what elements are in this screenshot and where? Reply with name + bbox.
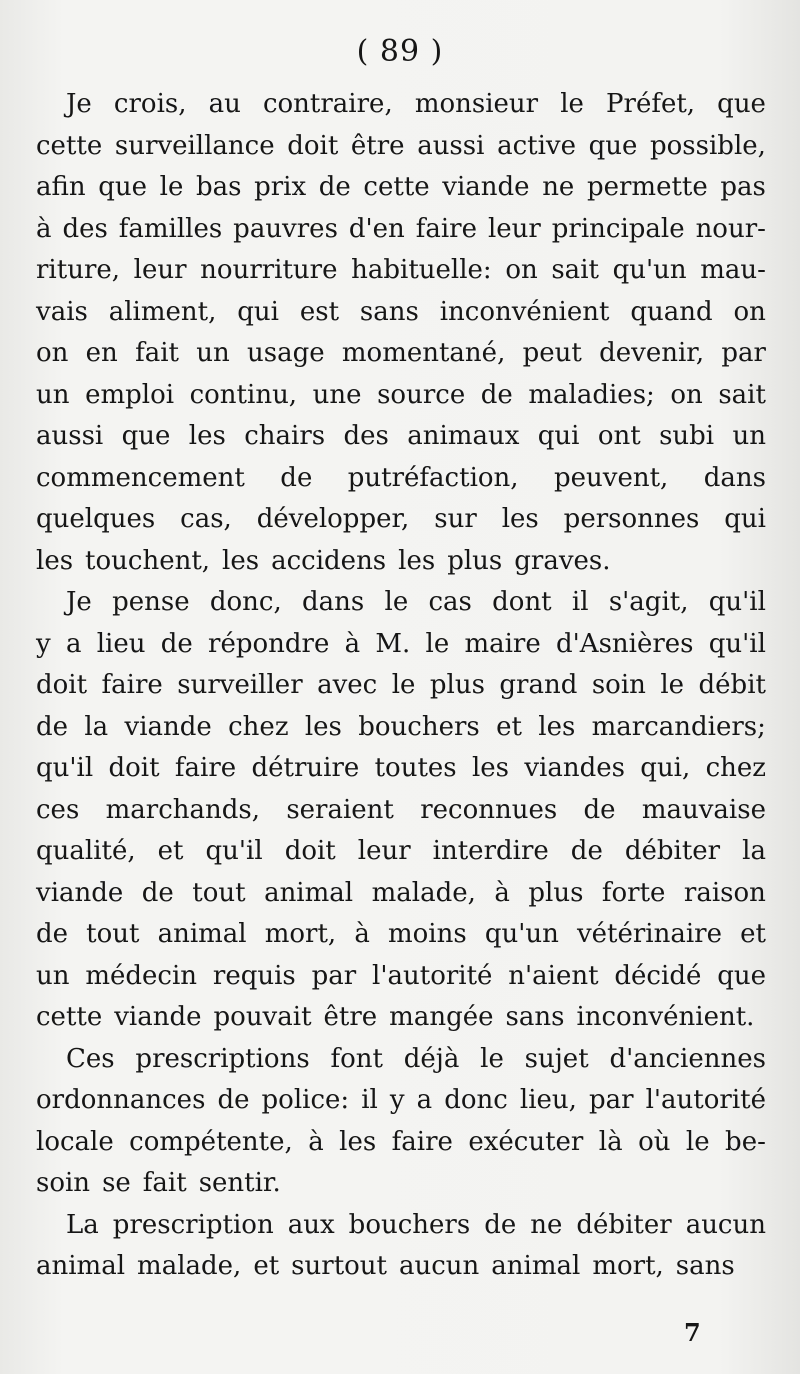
text-line: riture, leur nourriture habituelle: on sait qu'un mau- bbox=[36, 255, 766, 285]
signature-mark: 7 bbox=[684, 1318, 701, 1347]
text-line: Je pense donc, dans le cas dont il s'agit, qu'il bbox=[66, 587, 766, 617]
text-line: Ces prescriptions font déjà le sujet d'anciennes bbox=[66, 1043, 766, 1074]
text-line: soin se fait sentir. bbox=[36, 1168, 281, 1198]
text-line: qualité, et qu'il doit leur interdire de débiter la bbox=[36, 836, 766, 866]
text-line: un médecin requis par l'autorité n'aient décidé que bbox=[36, 960, 766, 991]
text-line: à des familles pauvres d'en faire leur principale nour- bbox=[36, 213, 766, 244]
text-line: doit faire surveiller avec le plus grand soin le débit bbox=[36, 670, 766, 700]
text-line: y a lieu de répondre à M. le maire d'Asnières qu'il bbox=[36, 628, 766, 659]
text-line: ordonnances de police: il y a donc lieu, par l'autorité bbox=[36, 1085, 766, 1115]
text-line: de tout animal mort, à moins qu'un vétérinaire et bbox=[36, 919, 766, 949]
text-line: un emploi continu, une source de maladies; on sait bbox=[36, 379, 766, 410]
text-line: cette viande pouvait être mangée sans inconvénient. bbox=[36, 1002, 755, 1032]
text-line: viande de tout animal malade, à plus forte raison bbox=[36, 877, 766, 908]
text-line: Je crois, au contraire, monsieur le Préfet, que bbox=[66, 89, 766, 119]
text-line: les touchent, les accidens les plus graves. bbox=[36, 545, 611, 576]
page-number: ( 89 ) bbox=[356, 34, 444, 69]
text-line: commencement de putréfaction, peuvent, dans bbox=[36, 462, 766, 493]
text-line: La prescription aux bouchers de ne débiter aucun bbox=[66, 1209, 766, 1240]
text-line: quelques cas, développer, sur les personnes qui bbox=[36, 504, 766, 534]
text-line: cette surveillance doit être aussi active que possible, bbox=[36, 130, 766, 161]
text-line: animal malade, et surtout aucun animal mort, sans bbox=[36, 1251, 735, 1281]
text-line: qu'il doit faire détruire toutes les viandes qui, chez bbox=[36, 753, 766, 783]
text-line: ces marchands, seraient reconnues de mauvaise bbox=[36, 794, 766, 825]
text-line: on en fait un usage momentané, peut devenir, par bbox=[36, 338, 766, 368]
text-line: aussi que les chairs des animaux qui ont subi un bbox=[36, 421, 766, 451]
body-text bbox=[36, 84, 766, 1288]
text-line: afin que le bas prix de cette viande ne permette pas bbox=[36, 172, 766, 202]
text-line: vais aliment, qui est sans inconvénient quand on bbox=[36, 296, 766, 327]
text-line: locale compétente, à les faire exécuter là où le be- bbox=[36, 1126, 766, 1157]
text-line: de la viande chez les bouchers et les marcandiers; bbox=[36, 711, 766, 742]
